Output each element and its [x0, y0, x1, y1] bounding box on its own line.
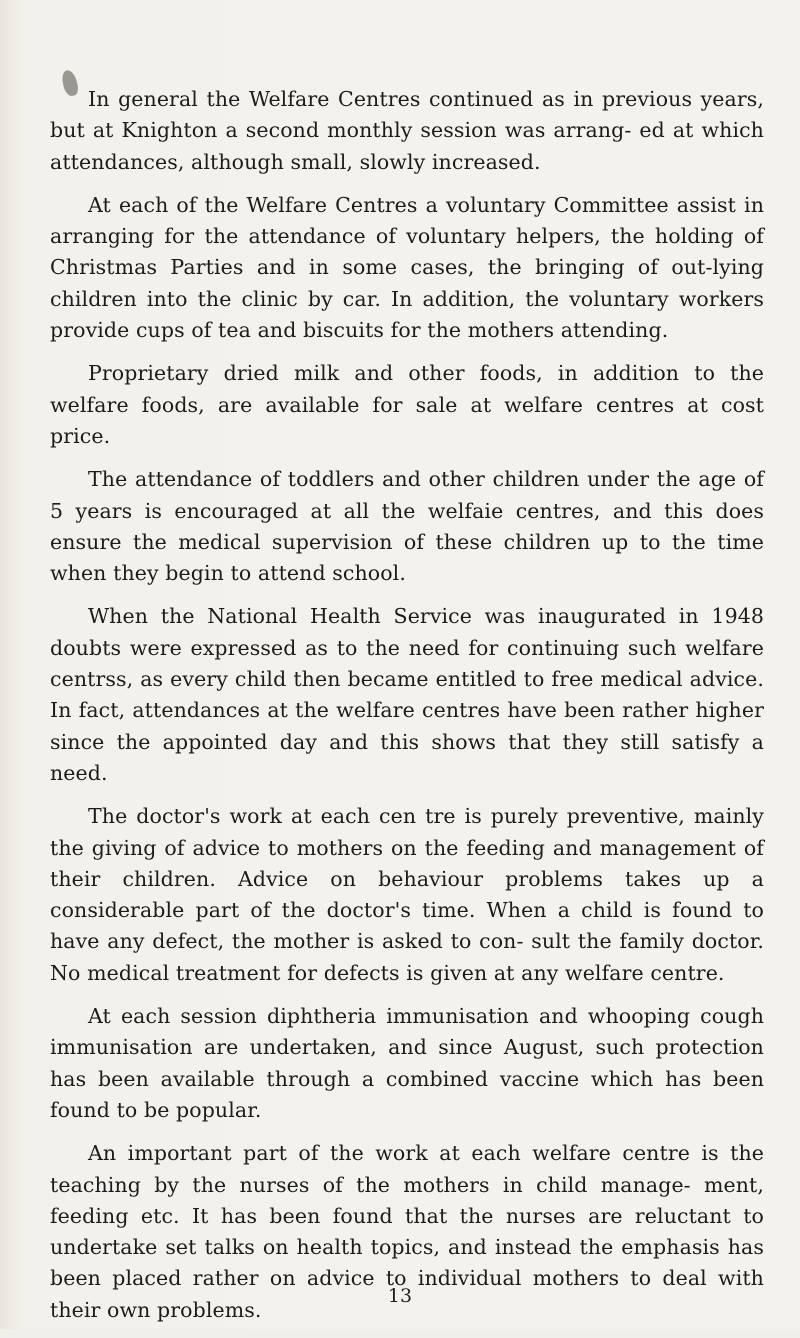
- paragraph-1: In general the Welfare Centres continued as in previous years, but at Knighton a second monthly session was arrang- ed at which attendances, although small, slowly increased.: [50, 87, 764, 174]
- page-number: 13: [387, 1285, 413, 1307]
- paragraph-6: The doctor's work at each cen tre is purely preventive, mainly the giving of advice to mothers on the feeding and management of their children. Advice on behaviour problems takes up a considerable part of the doctor's time. When a child is found to have any defect, the mother is asked to con- sult the family doctor. No medical treatment for defects is given at any welfare centre.: [50, 804, 764, 985]
- paragraph-3: Proprietary dried milk and other foods, in addition to the welfare foods, are available for sale at welfare centres at cost price.: [50, 361, 764, 448]
- paragraph-2: At each of the Welfare Centres a voluntary Committee assist in arranging for the attendance of voluntary helpers, the holding of Christmas Parties and in some cases, the bringing of out-lying children into the clinic by car. In addition, the voluntary workers provide cups of tea and biscuits for the mothers attending.: [50, 192, 764, 343]
- body-text: [50, 84, 764, 1338]
- paragraph-7: At each session diphtheria immunisation and whooping cough immunisation are undertaken, and since August, such protection has been available through a combined vaccine which has been found to be popular.: [50, 1004, 764, 1122]
- paragraph-5: When the National Health Service was inaugurated in 1948 doubts were expressed as to the need for continuing such welfare centrss, as every child then became entitled to free medical advice. In fact, attendances at the welfare centres have been rather higher since the appointed day and this shows that they still satisfy a need.: [50, 604, 764, 785]
- paragraph-8: An important part of the work at each welfare centre is the teaching by the nurses of the mothers in child manage- ment, feeding etc. It has been found that the nurses are reluctant to undertake set talks on health topics, and instead the emphasis has been placed rather on advice to individual mothers to deal with their own problems.: [50, 1141, 764, 1322]
- paragraph-4: The attendance of toddlers and other children under the age of 5 years is encouraged at all the welfaie centres, and this does ensure the medical supervision of these children up to the time when they begin to attend school.: [50, 467, 764, 586]
